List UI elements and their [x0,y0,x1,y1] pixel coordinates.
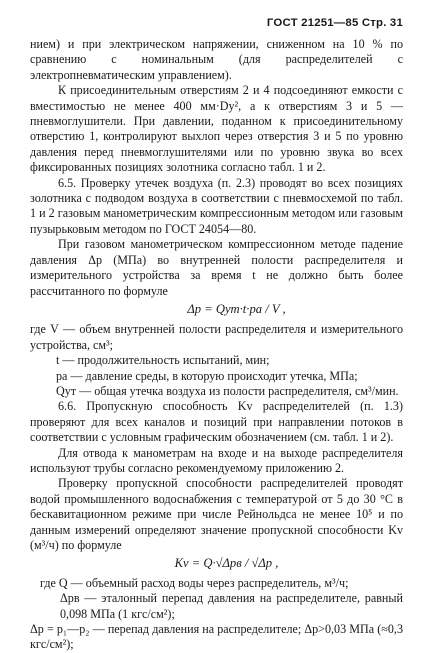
paragraph-6-5: 6.5. Проверку утечек воздуха (п. 2.3) проводят во всех позициях золотника с подводом воздуха в соответствии с пневмосхемой по табл. 1 и 2 газовым манометрическим компрессионным методом или газовым пузырьковым методом по ГОСТ 24054—80. [30,175,403,236]
definitions-2 [30,576,403,653]
definition-qut: Qут — общая утечка воздуха из полости распределителя, см³/мин. [56,383,399,398]
paragraph-manometer-pipes: Для отвода к манометрам на входе и на выходе распределителя используют трубы согласно рекомендуемому приложению 2. [30,445,403,475]
definitions-1 [30,322,403,399]
definition-dpv: Δpв — эталонный перепад давления на распределителе, равный 0,098 МПа (1 кгс/см²); [60,591,403,621]
document-body [30,37,403,653]
paragraph-water-test: Проверку пропускной способности распределителей проводят водой промышленного водоснабжения с температурой от 5 до 30 °С в бескавитационном режиме при числе Рейнольдса не менее 10⁵ и по данным измерений определяют значение пропускной способности Kv (м³/ч) по формуле [30,476,403,552]
page-header: ГОСТ 21251—85 Стр. 31 [266,17,403,29]
definition-v: где V — объем внутренней полости распределителя и измерительного устройства, см³; [30,322,403,352]
paragraph-continuation: нием) и при электрическом напряжении, сниженном на 10 % по сравнению с номинальным (для распределителей с электропневматическим управлением). [30,37,403,82]
paragraph-6-6: 6.6. Пропускную способность Kv распределителей (п. 1.3) проверяют для всех каналов и позиций при направлении потоков в соответствии с условным графическим обозначением (см. табл. 1 и 2). [30,399,403,445]
paragraph-connections: К присоединительным отверстиям 2 и 4 подсоединяют емкости с вместимостью не менее 400 мм·Dу², а к отверстиям 3 и 5 — пневмоглушители. При давлении, поданном к присоединительному отверстию 1, контролируют выхлоп через отверстия 3 и 5 по уровню давления перед пневмоглушителями или по уровню звука во всех фиксированных позициях золотника согласно табл. 1 и 2. [30,83,403,175]
paragraph-manometric-method: При газовом манометрическом компрессионном методе падение давления Δp (МПа) во внутренней полости распределителя и измерительного устройства за время t не должно быть более рассчитанного по формуле [30,237,403,298]
formula-pressure-drop: Δp = Qут·t·pа / V , [187,301,286,316]
formula-flow-capacity: Kv = Q·√Δpв / √Δp , [174,556,279,571]
definition-q: где Q — объемный расход воды через распределитель, м³/ч; [40,575,349,590]
definition-pa: pа — давление среды, в которую происходит утечка, МПа; [56,368,358,383]
definition-dp: Δp = p₁—p₂ — перепад давления на распределителе; Δp>0,03 МПа (≈0,3 кгс/см²); [30,622,403,652]
definition-t: t — продолжительность испытаний, мин; [56,353,270,368]
